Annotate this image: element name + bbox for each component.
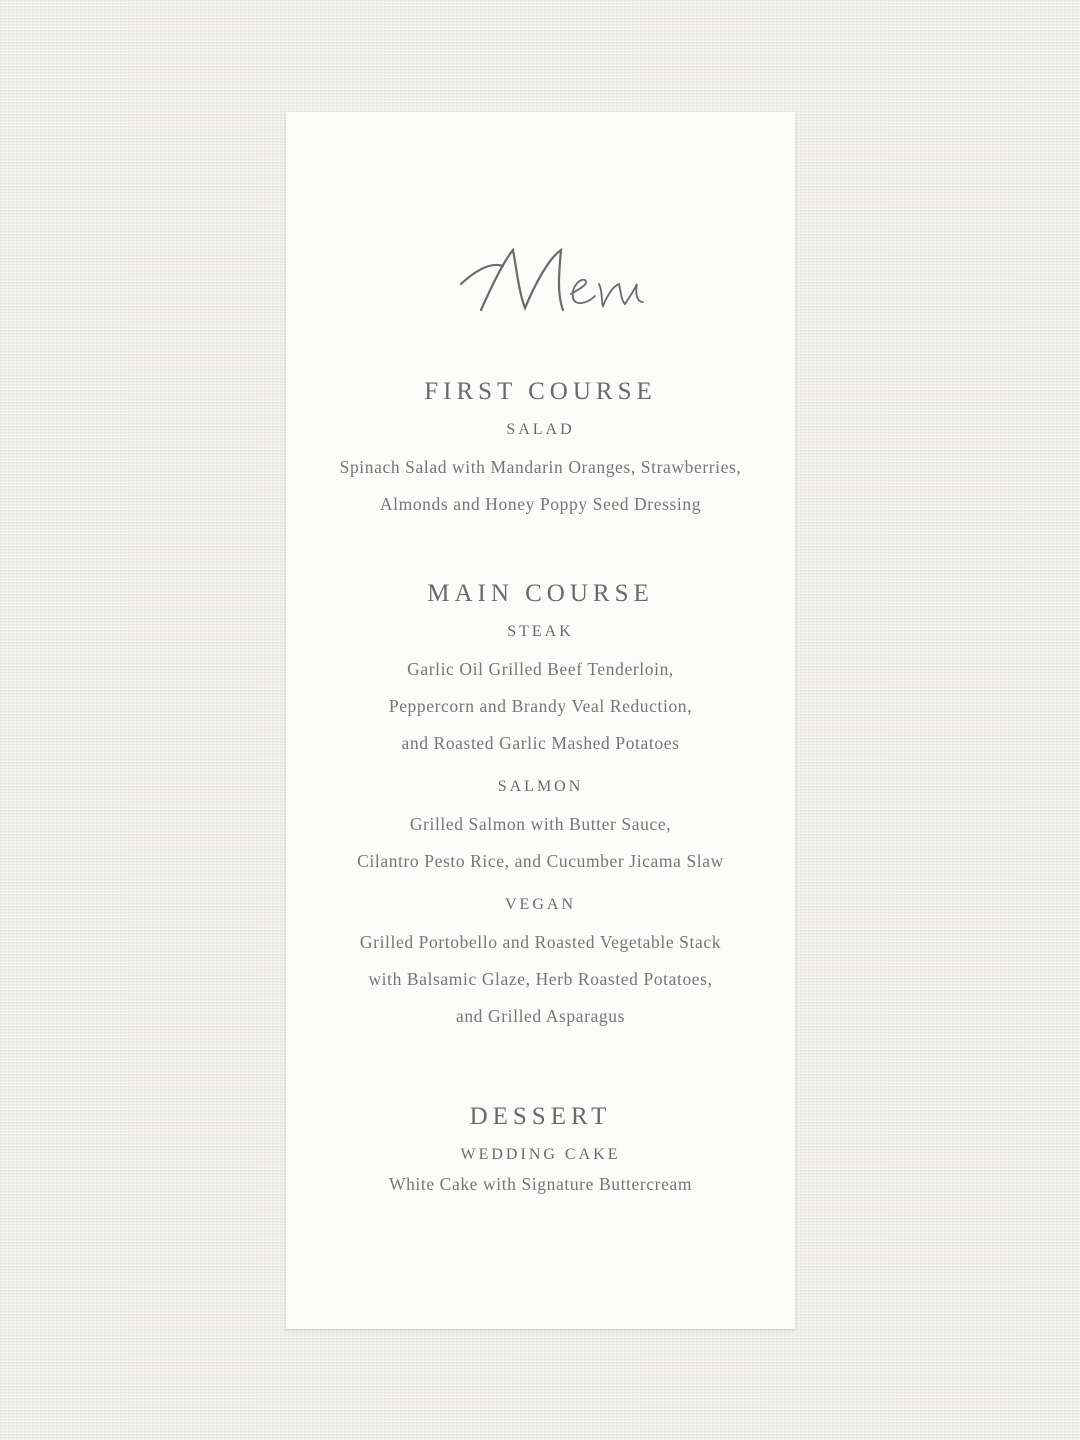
dish-name-vegan: VEGAN (505, 896, 576, 913)
main-course-section (286, 579, 795, 1035)
dish-name-wedding-cake: WEDDING CAKE (460, 1146, 621, 1163)
dish-description-line: Peppercorn and Brandy Veal Reduction, (388, 696, 693, 716)
dish-description-line: and Grilled Asparagus (455, 1006, 626, 1026)
menu-card (286, 112, 795, 1329)
dish-name-salmon: SALMON (497, 778, 584, 795)
dish-name-steak: STEAK (507, 623, 574, 640)
dish-description-line: Grilled Salmon with Butter Sauce, (409, 814, 672, 834)
menu-title (286, 222, 795, 332)
dessert-section (286, 1102, 795, 1203)
dish-description-line: White Cake with Signature Buttercream (388, 1174, 693, 1194)
menu-script-title (421, 222, 661, 332)
dish-description-line: Grilled Portobello and Roasted Vegetable Stack (359, 932, 722, 952)
dish-description-line: Spinach Salad with Mandarin Oranges, Strawberries, (339, 457, 742, 477)
dish-description-line: with Balsamic Glaze, Herb Roasted Potatoes, (368, 969, 713, 989)
dish-description-line: Garlic Oil Grilled Beef Tenderloin, (407, 659, 674, 679)
dish-description-line: and Roasted Garlic Mashed Potatoes (401, 733, 680, 753)
course-heading: MAIN COURSE (427, 580, 654, 607)
dish-description-line: Almonds and Honey Poppy Seed Dressing (379, 494, 702, 514)
course-heading: FIRST COURSE (424, 378, 657, 405)
dish-name-salad: SALAD (506, 421, 575, 438)
first-course-section (286, 377, 795, 523)
course-heading: DESSERT (469, 1103, 612, 1130)
dish-description-line: Cilantro Pesto Rice, and Cucumber Jicama Slaw (357, 851, 724, 871)
